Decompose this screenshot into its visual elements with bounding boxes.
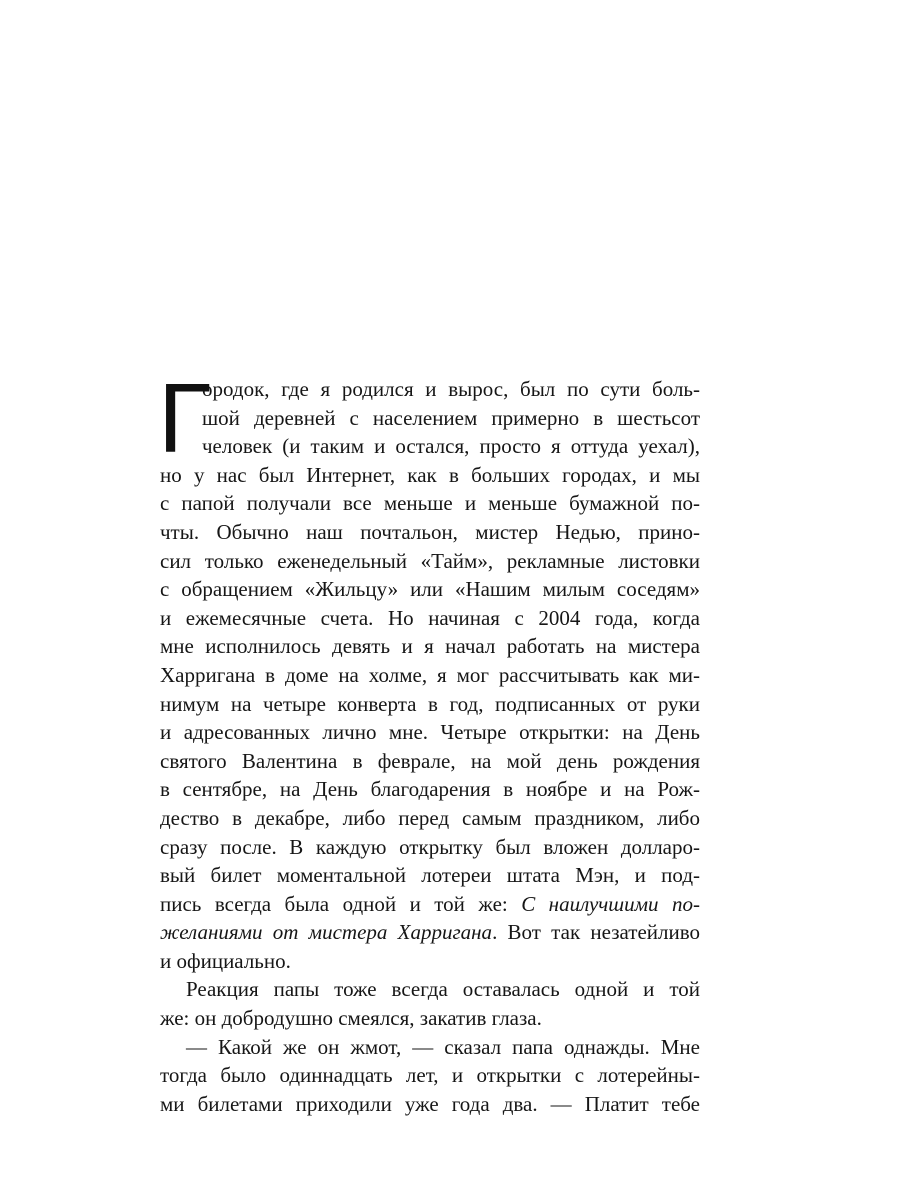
drop-cap: Г <box>158 363 212 473</box>
text-line: и ежемесячные счета. Но начиная с 2004 года, когда <box>160 605 700 630</box>
text-line: ородок, где я родился и вырос, был по сути боль- <box>202 377 700 401</box>
text-line: тогда было одиннадцать лет, и открытки с лотерейны- <box>160 1063 700 1088</box>
text-line: и официально. <box>160 948 291 973</box>
italic-signature-part-2: желаниями от мистера Харригана <box>160 920 493 945</box>
text-line: ми билетами приходили уже года два. — Платит тебе <box>160 1091 700 1116</box>
text-line <box>160 890 700 919</box>
text-line: Харригана в доме на холме, я мог рассчитывать как ми- <box>160 662 700 687</box>
text-line: мне исполнилось девять и я начал работать на мистера <box>160 634 700 659</box>
text-line: человек (и таким и остался, просто я оттуда уехал), <box>202 434 700 459</box>
text-line <box>160 918 700 947</box>
text-line: же: он добродушно смеялся, закатив глаза. <box>160 1006 542 1031</box>
text-line: в сентябре, на День благодарения в ноябре и на Рож- <box>160 777 700 802</box>
text-line-start: пись всегда была одной и той же: <box>160 891 522 916</box>
text-line: с обращением «Жильцу» или «Нашим милым соседям» <box>160 577 700 602</box>
text-line: с папой получали все меньше и меньше бумажной по- <box>160 491 700 516</box>
text-line: — Какой же он жмот, — сказал папа однажды. Мне <box>186 1034 700 1059</box>
text-line: и адресованных лично мне. Четыре открытки: на День <box>160 720 700 745</box>
text-line: но у нас был Интернет, как в больших городах, и мы <box>160 462 700 487</box>
body-text <box>158 363 700 1118</box>
text-line: дество в декабре, либо перед самым праздником, либо <box>160 805 700 830</box>
text-line: святого Валентина в феврале, на мой день рождения <box>160 748 700 773</box>
text-line: нимум на четыре конверта в год, подписанных от руки <box>160 691 700 716</box>
italic-signature-part-1: С наилучшими по- <box>521 891 700 916</box>
text-line: Реакция папы тоже всегда оставалась одной и той <box>186 977 700 1002</box>
text-line-end: . Вот так незатейливо <box>492 920 700 945</box>
text-line: шой деревней с населением примерно в шестьсот <box>202 405 700 430</box>
text-line: чты. Обычно наш почтальон, мистер Недью, прино- <box>160 519 700 544</box>
text-line: вый билет моментальной лотереи штата Мэн, и под- <box>160 863 700 888</box>
text-line: сразу после. В каждую открытку был вложен долларо- <box>160 834 700 859</box>
text-line: сил только еженедельный «Тайм», рекламные листовки <box>160 548 700 573</box>
